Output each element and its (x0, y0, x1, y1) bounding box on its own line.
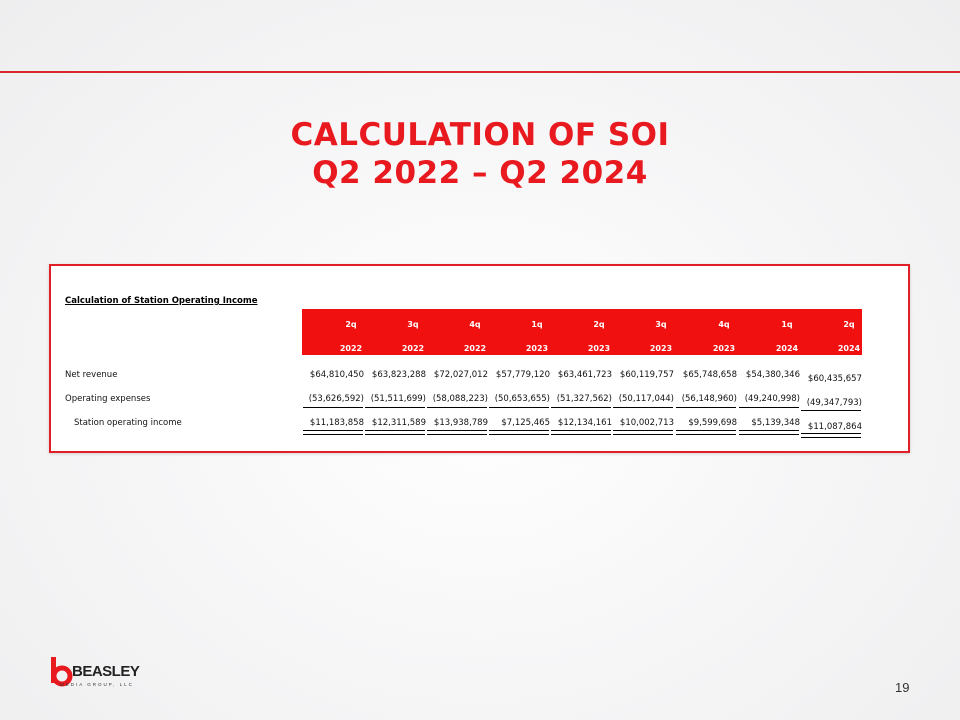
cell-r1-c5: (50,117,044) (618, 394, 674, 404)
total-double-rule-6 (676, 430, 736, 435)
header-year-0: 2022 (339, 344, 363, 353)
cell-r2-c7: $5,139,348 (751, 418, 800, 428)
logo-wordmark: BEASLEY (72, 663, 140, 680)
page-number: 19 (895, 680, 910, 695)
subtotal-rule-5 (613, 407, 673, 408)
cell-r0-c7: $54,380,346 (745, 370, 800, 380)
subtotal-rule-6 (676, 407, 736, 408)
top-divider (0, 71, 960, 73)
total-double-rule-4 (551, 430, 611, 435)
cell-r2-c2: $13,938,789 (433, 418, 488, 428)
slide-title (0, 116, 960, 192)
subtotal-rule-4 (551, 407, 611, 408)
header-quarter-8: 2q (843, 320, 855, 329)
header-year-1: 2022 (401, 344, 425, 353)
header-year-2: 2022 (463, 344, 487, 353)
subtotal-rule-1 (365, 407, 425, 408)
total-double-rule-1 (365, 430, 425, 435)
total-double-rule-3 (489, 430, 549, 435)
cell-r0-c2: $72,027,012 (433, 370, 488, 380)
header-quarter-7: 1q (781, 320, 793, 329)
title-line-2: Q2 2022 – Q2 2024 (312, 155, 648, 191)
cell-r0-c1: $63,823,288 (371, 370, 426, 380)
soi-table-panel (49, 264, 910, 453)
cell-r1-c8: (49,347,793) (806, 398, 862, 408)
total-double-rule-5 (613, 430, 673, 435)
row-label-station-operating-income: Station operating income (74, 418, 182, 428)
cell-r0-c6: $65,748,658 (682, 370, 737, 380)
total-double-rule-7 (739, 430, 799, 435)
cell-r2-c6: $9,599,698 (688, 418, 737, 428)
cell-r2-c4: $12,134,161 (557, 418, 612, 428)
subtotal-rule-3 (489, 407, 549, 408)
total-double-rule-0 (303, 430, 363, 435)
header-quarter-1: 3q (407, 320, 419, 329)
cell-r2-c8: $11,087,864 (807, 422, 862, 432)
cell-r1-c0: (53,626,592) (308, 394, 364, 404)
subtotal-rule-8 (801, 410, 861, 411)
subtotal-rule-7 (739, 407, 799, 408)
header-quarter-3: 1q (531, 320, 543, 329)
cell-r1-c6: (56,148,960) (681, 394, 737, 404)
header-quarter-2: 4q (469, 320, 481, 329)
total-double-rule-2 (427, 430, 487, 435)
beasley-logo (50, 657, 150, 693)
cell-r0-c8: $60,435,657 (807, 374, 862, 384)
header-year-7: 2024 (775, 344, 799, 353)
subtotal-rule-0 (303, 407, 363, 408)
title-line-1: CALCULATION OF SOI (290, 117, 670, 153)
cell-r0-c4: $63,461,723 (557, 370, 612, 380)
cell-r1-c1: (51,511,699) (370, 394, 426, 404)
cell-r1-c4: (51,327,562) (556, 394, 612, 404)
header-year-5: 2023 (649, 344, 673, 353)
header-quarter-0: 2q (345, 320, 357, 329)
header-year-6: 2023 (712, 344, 736, 353)
header-year-3: 2023 (525, 344, 549, 353)
table-caption: Calculation of Station Operating Income (65, 296, 258, 306)
logo-subtitle: MEDIA GROUP, LLC (60, 682, 134, 687)
header-year-8: 2024 (837, 344, 861, 353)
cell-r2-c3: $7,125,465 (501, 418, 550, 428)
cell-r0-c0: $64,810,450 (309, 370, 364, 380)
header-year-4: 2023 (587, 344, 611, 353)
cell-r2-c5: $10,002,713 (619, 418, 674, 428)
cell-r0-c5: $60,119,757 (619, 370, 674, 380)
cell-r0-c3: $57,779,120 (495, 370, 550, 380)
header-quarter-5: 3q (655, 320, 667, 329)
cell-r1-c7: (49,240,998) (744, 394, 800, 404)
header-quarter-4: 2q (593, 320, 605, 329)
cell-r1-c3: (50,653,655) (494, 394, 550, 404)
subtotal-rule-2 (427, 407, 487, 408)
total-double-rule-8 (801, 433, 861, 438)
row-label-net-revenue: Net revenue (65, 370, 118, 380)
cell-r1-c2: (58,088,223) (432, 394, 488, 404)
cell-r2-c0: $11,183,858 (309, 418, 364, 428)
row-label-operating-expenses: Operating expenses (65, 394, 151, 404)
header-quarter-6: 4q (718, 320, 730, 329)
cell-r2-c1: $12,311,589 (371, 418, 426, 428)
